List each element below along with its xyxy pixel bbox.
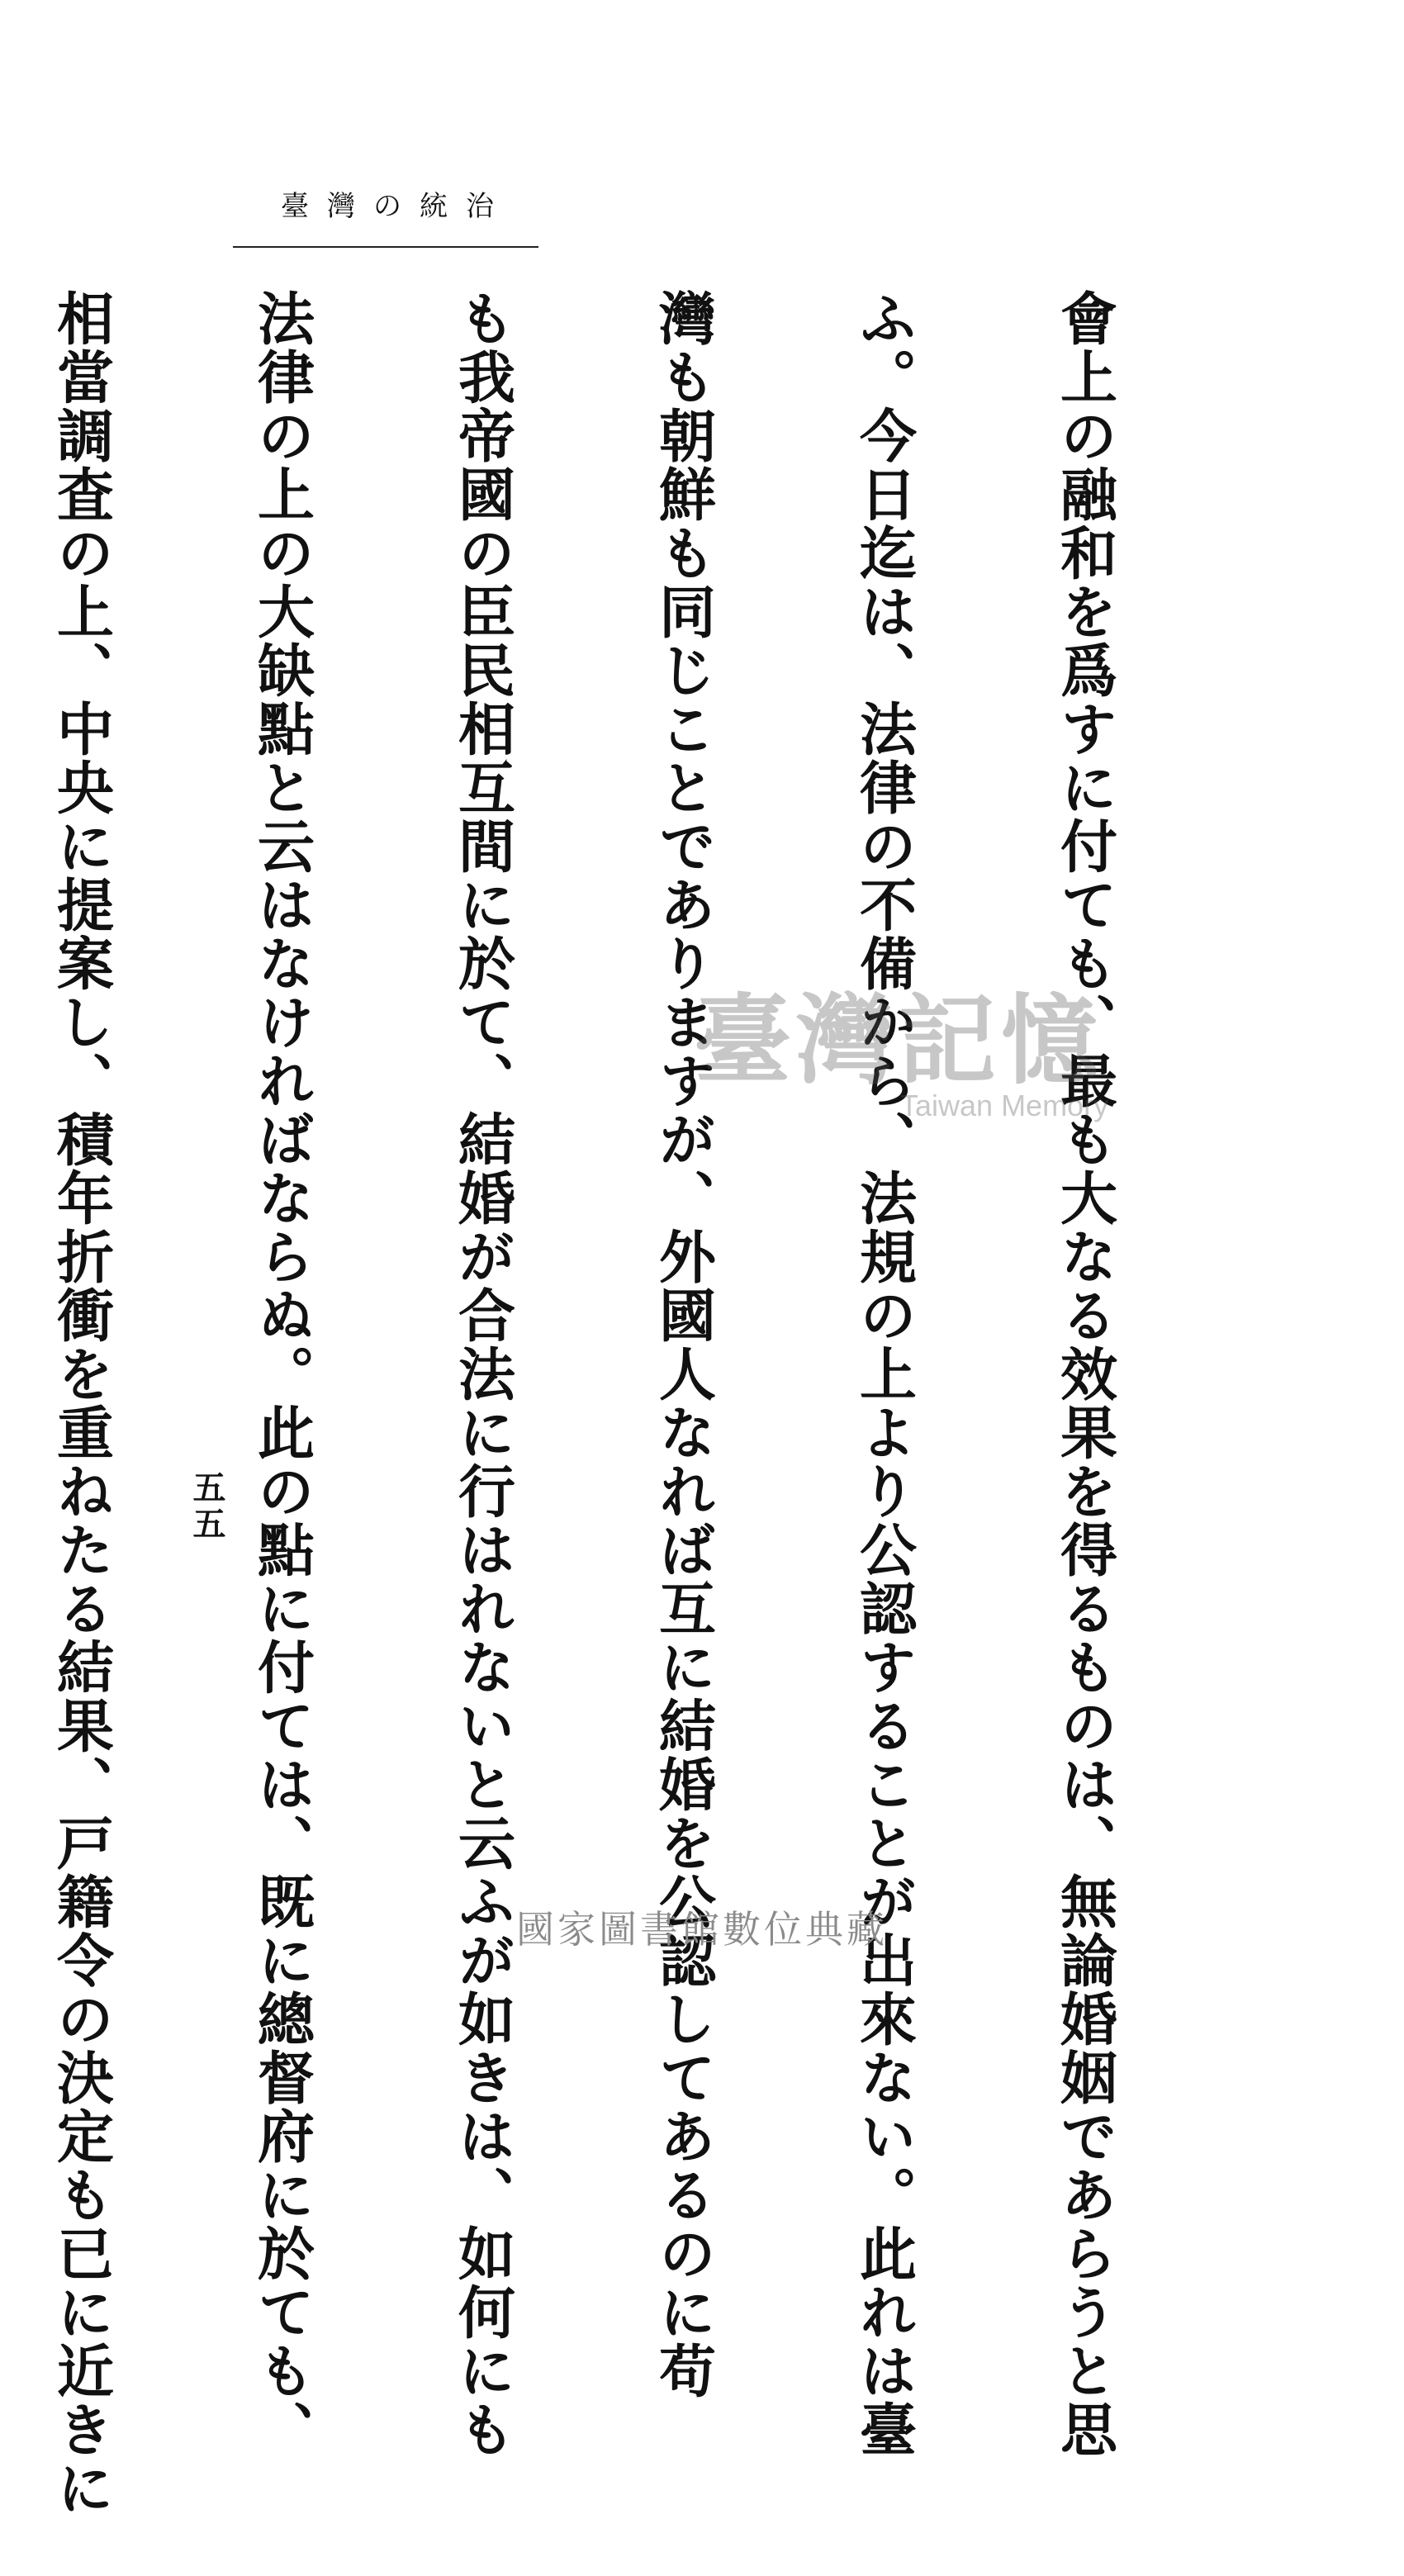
library-credit: 國家圖書館數位典藏 <box>516 1907 888 1952</box>
watermark-logo-text: 臺灣記憶 <box>694 983 1104 1098</box>
page-number: 五五 <box>187 1470 226 1543</box>
text-column: 法律の上の大缺點と云はなければならぬ。此の點に付ては、既に總督府に於ても、 <box>248 289 315 2459</box>
text-column: 相當調査の上、中央に提案し、積年折衝を重ねたる結果、戸籍令の決定も已に近きに <box>47 289 114 2517</box>
text-column: 會上の融和を爲すに付ても、最も大なる效果を得るものは、無論婚姻であらうと思 <box>1051 289 1117 2459</box>
header-rule <box>233 246 538 248</box>
text-column: ふ。今日迄は、法律の不備から、法規の上より公認することが出來ない。此れは臺 <box>850 289 917 2459</box>
watermark-latin-text: Taiwan Memory <box>900 1089 1109 1122</box>
running-header: 臺灣の統治 <box>281 190 512 223</box>
text-column: も我帝國の臣民相互間に於て、結婚が合法に行はれないと云ふが如きは、如何にも <box>448 289 515 2459</box>
text-column: 灣も朝鮮も同じことでありますが、外國人なれば互に結婚を公認してあるのに苟 <box>649 289 716 2400</box>
